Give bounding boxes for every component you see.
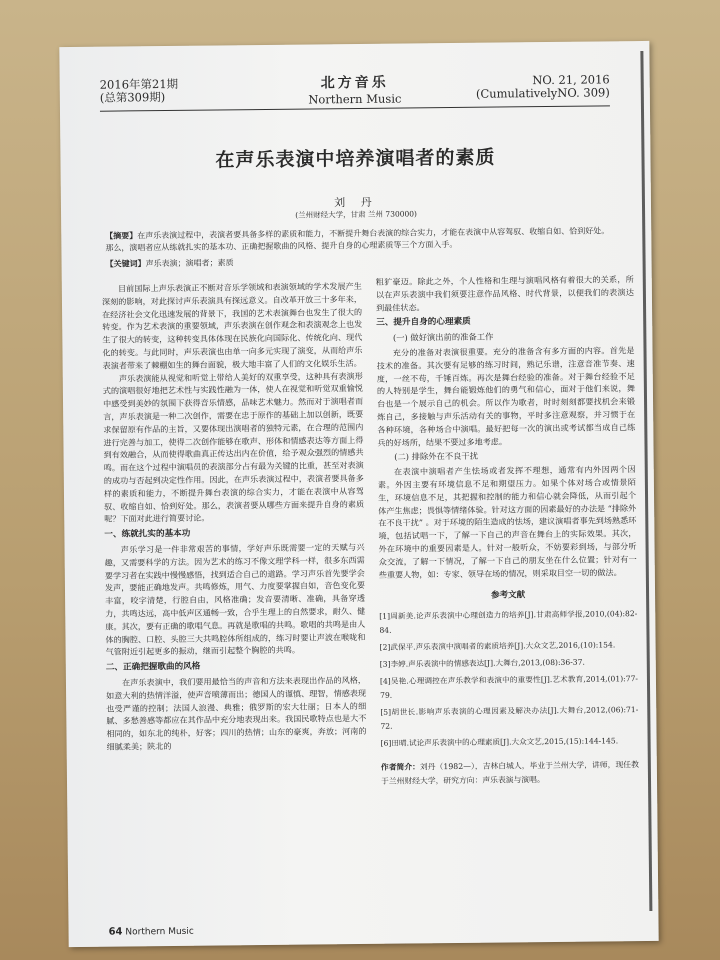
body-paragraph: 在表演中演唱者产生怯场或者发挥不理想，通常有内外因两个因素。外因主要有环境信息不足和期望压力。如果个体对场合或情景陌生，环境信息不足，其把握和控制的能力和信心就会降低，从而引起个体产生焦虑；畏惧等情绪体验。针对这方面的因素最好的办法是 “排除外在不良干扰” 。对于环境的陌生造成的怯场，建议演唱者事先到场熟悉环境，包括试唱一下，了解一下自己的声音在舞台上的实际效果。其次，外在环境中的重要因素是人。针对一般听众，不妨要彩到场，与部分听众交流，了解一下情况，了解一下自己的朋友坐在什么位置；针对有一些重要人物，如：专家、领导在场的情况，则采取目空一切的做法。 — [377, 464, 637, 580]
journal-header — [100, 69, 610, 124]
section-heading-2: 二、正确把握歌曲的风格 — [105, 661, 201, 673]
reference-item: [2]武保平.声乐表演中演唱者的素质培养[J].大众文艺,2016,(10):154. — [379, 640, 616, 652]
journal-page — [59, 41, 658, 947]
body-paragraph: 在声乐表演中，我们要用最恰当的声音和方法来表现出作品的风格，如意大利的热情洋溢，使声音喷薄而出；德国人的谨慎、理智，情感表现也受严谨的控制；法国人浪漫、典雅；俄罗斯的宏大壮丽；日本人的细腻、多愁善感等都应在其作品中充分地表现出来。我国民歌特点也是大不相同的，如东北的纯朴，好客；四川的热情；山东的豪爽，奔放；河南的细腻柔美；陕北的 — [106, 674, 367, 752]
reference-item: [5]胡世长.影响声乐表演的心理因素及解决办法[J].大舞台,2012,(06):71-72. — [380, 705, 639, 731]
abstract-text: 在声乐表演过程中，表演者要具备多样的素质和能力，不断提升舞台表演的综合实力，才能在表演中从容驾驭、收缩自如、恰到好处。那么，演唱者应从练就扎实的基本功、正确把握歌曲的风格、提升自身的心理素质等三个方面入手。 — [105, 226, 610, 253]
keywords-label: 【关键词】 — [105, 258, 146, 269]
article-title: 在声乐表演中培养演唱者的素质 — [215, 146, 496, 172]
page-footer — [109, 926, 194, 938]
issue-cumulative: (总第309期) — [99, 90, 166, 105]
issue-cumulative-en: (CumulativelyNO. 309) — [475, 85, 610, 101]
journal-name-en: Northern Music — [308, 91, 402, 107]
reference-item: [3]李婷.声乐表演中的情感表达[J].大舞台,2013,(08):36-37. — [379, 657, 585, 669]
bio-text: 刘丹（1982—），吉林白城人，毕业于兰州大学，讲师，现任教于兰州财经大学，研究方向：声乐表演与演唱。 — [380, 760, 639, 786]
body-paragraph: 目前国际上声乐表演正不断对音乐学领域和表演领域的学术发展产生深刻的影响，对此探讨声乐表演具有探远意义。自改革开放三十多年来，在经济社会文化迅速发展的背景下，我国的艺术表演舞台也发生了很大的转变。作为艺术表演的重要领域，声乐表演在创作观念和表演观念上也发生了很大的转变，这种转变具体体现在民族化向国际化、传统化向、现代化的转变。与此同时，声乐表演也由单一向多元实现了演变，从而给声乐表演者带来了棘棚如生的舞台面貌，极大地丰富了人们的文化娱乐生活。 — [101, 280, 363, 371]
journal-name-cn: 北方音乐 — [320, 74, 389, 92]
author-bio — [381, 758, 639, 789]
footer-journal: Northern Music — [125, 926, 194, 938]
references-list — [379, 607, 638, 751]
section-heading-1: 一、练就扎实的基本功 — [104, 528, 191, 540]
keywords — [106, 253, 614, 269]
references-title: 参考文献 — [491, 590, 526, 601]
issue-info-en — [476, 73, 610, 100]
article-author: 刘 丹 — [334, 195, 378, 210]
keywords-text: 声乐表演；演唱者；素质 — [145, 258, 234, 269]
body-paragraph: 声乐表演能从视觉和听觉上带给人美好的双重享受，这种具有表演形式的演唱很好地把艺术性与实践性融为一体，使人在视觉和听觉双重愉悦中感受到美妙的氛围下获得音乐情感，品味艺术魅力。然而对于演唱者而言，声乐表演是一种二次创作，需要在忠于原作的基础上加以创新，既要求保留原有作品的主旨，又要体现出演唱者的独特元素，在合理的范围内进行完善与加工，使得二次创作能够在歌声、形体和情感表达等方面上得到有效融合，从而使得歌曲真正传达出内在价值，给予观众强烈的情感共鸣。而在这个过程中演唱员的表演部分占有最为关键的比重，甚至对表演的成功与否起到决定性作用。因此，在声乐表演过程中，表演者要具备多样的素质和能力，不断提升舞台表演的综合实力，才能在表演中从容驾驭、收缩自如、恰到好处。那么，表演者要从哪些方面来提升自身的素质呢？下面对此进行简要讨论。 — [102, 370, 365, 525]
issue-number-en: NO. 21, 2016 — [532, 72, 610, 88]
body-paragraph: 充分的准备对表演很重要。充分的准备含有多方面的内容。首先是技术的准备。其次要有足够的练习时间，熟记乐谱，注意音准节奏、速度，一丝不苟，千锤百炼。再次是舞台经验的准备。对于舞台经验不足的人特别是学生，舞台能锻炼他们的勇气和信心，面对于他们来说，舞台也是一个展示自己的机会。所以作为歌者，时时刻刻都要找机会来锻炼自己，多接触与声乐活动有关的事物，平时多注意观察，并习惯于在各种环境，各种场合中演唱。最好把每一次的演出或考试都当成自己练兵的好场所，结果不要过多地考虑。 — [376, 345, 636, 448]
reference-item: [1]周新美.论声乐表演中心理创造力的培养[J].甘肃高师学报,2010,(04):82-84. — [379, 609, 638, 635]
subsection-heading-3a: (一) 做好演出前的准备工作 — [392, 331, 494, 343]
abstract-label: 【摘要】 — [105, 230, 138, 241]
left-column — [102, 280, 367, 753]
body-paragraph: 声乐学习是一件非常艰苦的事情，学好声乐既需要一定的天赋与兴趣，又需要科学的方法。因为艺术的练习不像文理学科一样，很多东西需要学习者在实践中慢慢感悟，找到适合自己的道路。学习声乐首先要学会发声，要能正确地发声。共鸣修炼，用气、力度要掌握自如，音色变化要丰富，咬字清楚，行腔自由，风格准确；发音要清晰、准确，具备穿透力，共鸣达远，高中低声区通畅一致，合乎生理上的自然要求，耐久、健康。其次，要有正确的歌唱气息。再就是歌唱的共鸣。歌唱的共鸣是由人体的胸腔、口腔、头腔三大共鸣腔体所组成的，练习时要让声波在喉咙和气管附近引起更多的振动，继而引起整个胸腔的共鸣。 — [104, 541, 366, 657]
section-heading-3: 三、提升自身的心理素质 — [376, 317, 471, 329]
reference-item: [6]田晴.试论声乐表演中的心理素质[J].大众文艺,2015,(15):144-145. — [380, 736, 619, 748]
issue-number: 2016年第21期 — [99, 76, 179, 92]
author-affiliation: (兰州财经大学，甘肃 兰州 730000) — [295, 209, 417, 220]
right-column — [376, 273, 639, 789]
reference-item: [4]吴艳.心理调控在声乐教学和表演中的重要性[J].艺术教育,2014,(01):77-79. — [379, 674, 638, 700]
page-fold-shadow — [640, 51, 652, 911]
bio-label: 作者简介： — [380, 762, 420, 772]
body-paragraph: 粗犷豪迈。除此之外，个人性格和生理与演唱风格有着很大的关系，所以在声乐表演中我们须要注意作品风格、时代背景，以便我们的表演达到最佳状态。 — [375, 274, 634, 313]
abstract — [105, 224, 613, 254]
subsection-heading-3b: (二) 排除外在不良干扰 — [394, 451, 479, 462]
page-number: 64 — [108, 926, 123, 938]
